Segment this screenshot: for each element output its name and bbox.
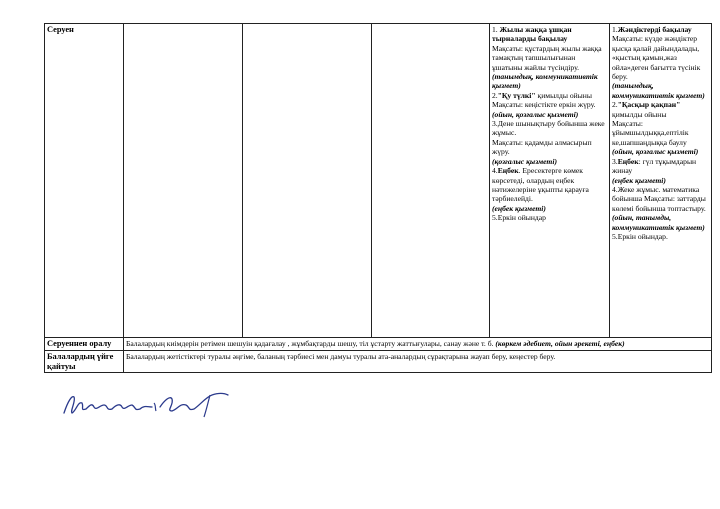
col6-tag-1: (танымдық, коммуникативтік қызмет) [612, 81, 705, 100]
walk-row [45, 24, 712, 338]
walk-col6-text [612, 25, 709, 241]
col6-title: Жәндіктерді бақылау [617, 25, 692, 34]
col5-title: Жылы жаққа ұшқан тырналарды бақылау [492, 25, 572, 44]
return-text-cell [124, 338, 712, 351]
col6-tag-2: (ойын, қозғалыс қызметі) [612, 147, 699, 157]
home-label: Балалардың үйге қайтуы [45, 350, 124, 373]
walk-col-2 [124, 24, 243, 338]
col5-tag-4: (еңбек қызметі) [492, 203, 546, 213]
col5-seg: 2. [492, 90, 498, 100]
col6-seg: қимылды ойыны [612, 109, 667, 119]
walk-col5-text [492, 25, 607, 223]
return-text: Балалардың киімдерін ретімен шешуін қадағалау , жұмбақтарды шешу, тіл ұстарту жаттығулары, санау және т. б. [126, 339, 496, 348]
col5-work-title: Еңбек [497, 166, 519, 176]
col5-goal-2: Мақсаты: кеңістікте еркін жүру. [492, 100, 596, 110]
col6-seg: : гүл тұқымдарын жинау [612, 156, 697, 176]
col6-item-5: 5.Еркін ойындар. [612, 231, 668, 241]
col6-goal-2: Мақсаты: ұйымшылдыққа,ептілік ке,шапшаңдыққа баулу [612, 119, 689, 147]
col5-item-5: 5.Еркін ойындар [492, 213, 546, 223]
return-label: Серуеннен оралу [45, 338, 124, 351]
col6-seg: 1. [612, 25, 618, 34]
col5-tag-2: (ойын, қозғалыс қызметі) [492, 109, 579, 119]
col5-seg: 1. [492, 25, 500, 34]
col5-tag-1: (танымдық, коммуникативтік қызмет) [492, 72, 598, 91]
col5-seg: қимылды ойыны [535, 90, 592, 100]
col5-game-title: "Қу түлкі" [497, 90, 536, 100]
col5-item-3: 3.Дене шынықтыру бойынша жеке жұмыс. [492, 119, 605, 138]
col6-tag-4: (ойын, танымды, коммуникативтік қызмет) [612, 213, 705, 232]
return-row [45, 338, 712, 351]
handwritten-signature [60, 387, 230, 421]
col6-tag-3: (еңбек қызметі) [612, 175, 666, 185]
home-text-cell [124, 350, 712, 373]
home-text: Балалардың жетістіктері туралы әңгіме, баланың тәрбиесі мен дамуы туралы ата-аналардың сұрақтарына жауап беру, кеңестер беру. [126, 351, 556, 361]
walk-col-4 [372, 24, 490, 338]
walk-label: Серуен [45, 24, 124, 338]
return-tag: (көркем әдебиет, ойын әрекеті, еңбек) [495, 339, 625, 348]
col6-item-4: 4.Жеке жұмыс. математика бойынша Мақсаты: заттарды көлемі бойынша топтастыру. [612, 184, 706, 213]
home-row [45, 350, 712, 373]
col5-seg: 4. [492, 166, 498, 176]
col6-goal-1: Мақсаты: күзде жәндіктер қысқа қалай дайындалады, «қыстың қамын,жаз ойла»деген бағытта түсінік беру. [612, 34, 701, 82]
col6-work-title: Еңбек [617, 156, 639, 166]
col6-game-title: "Қасқыр қақпан" [617, 100, 681, 110]
walk-col-6 [610, 24, 712, 338]
col5-tag-3: (қозғалыс қызметі) [492, 156, 557, 166]
walk-col-5 [490, 24, 610, 338]
plan-table [44, 23, 712, 373]
col6-seg: 3. [612, 156, 618, 166]
col5-seg: . Ересектерге көмек көрсетеді, олардың еңбек нәтижелеріне ұқыпты қарауға тәрбиелейді. [492, 166, 589, 204]
walk-col-3 [243, 24, 372, 338]
col5-goal-3: Мақсаты: қадамды алмасырып жүру. [492, 137, 592, 157]
col5-goal-1: Мақсаты: құстардың жылы жаққа тамақтың тапшылығынан ұшатыны жайлы түсіндіру. [492, 43, 602, 72]
col6-seg: 2. [612, 100, 618, 110]
